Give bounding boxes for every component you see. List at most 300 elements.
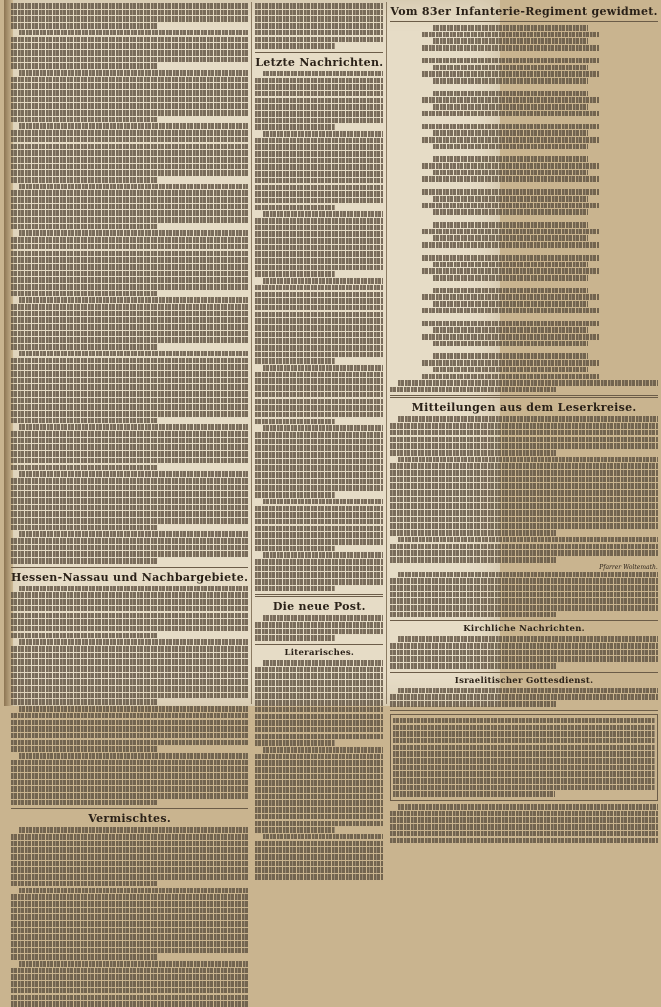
text-line — [11, 908, 248, 914]
text-line — [433, 78, 588, 84]
text-line — [390, 831, 657, 837]
text-line — [393, 731, 654, 737]
text-line — [390, 663, 556, 669]
text-line — [255, 118, 383, 124]
text-line — [19, 827, 248, 833]
text-line — [255, 861, 383, 867]
text-line — [11, 50, 248, 56]
text-line — [11, 646, 248, 652]
text-line — [255, 506, 383, 512]
text-line — [11, 766, 248, 772]
text-line — [255, 3, 383, 9]
text-line — [433, 156, 588, 162]
text-line — [433, 65, 588, 71]
text-line — [433, 104, 588, 110]
text-line — [11, 525, 158, 531]
text-line — [19, 531, 248, 537]
text-line — [433, 91, 588, 97]
text-line — [11, 834, 248, 840]
text-line — [390, 643, 657, 649]
text-line — [422, 321, 598, 327]
heading-israelitischer-gottesdienst: Israelitischer Gottesdienst. — [454, 675, 594, 686]
text-line — [19, 961, 248, 967]
text-line — [263, 131, 383, 137]
text-line — [255, 332, 383, 338]
heading-letzte-nachrichten: Letzte Nachrichten. — [255, 55, 384, 69]
text-line — [255, 312, 383, 318]
text-line — [390, 824, 657, 830]
text-line — [255, 218, 383, 224]
text-line — [11, 451, 248, 457]
text-line — [11, 726, 248, 732]
text-line — [11, 505, 248, 511]
text-line — [11, 592, 248, 598]
text-line — [255, 472, 383, 478]
text-line — [255, 191, 383, 197]
text-line — [393, 765, 654, 771]
text-line — [11, 83, 248, 89]
text-line — [11, 344, 158, 350]
text-line — [398, 572, 657, 578]
text-line — [255, 687, 383, 693]
text-line — [255, 559, 383, 565]
text-line — [19, 471, 248, 477]
text-line — [433, 262, 588, 268]
heading-vermischtes: Vermischtes. — [88, 812, 171, 826]
text-line — [11, 673, 248, 679]
text-line — [11, 371, 248, 377]
newspaper-page — [4, 0, 658, 826]
text-line — [255, 251, 383, 257]
text-line — [422, 137, 598, 143]
text-line — [433, 222, 588, 228]
text-line — [255, 821, 383, 827]
text-line — [11, 16, 248, 22]
text-line — [255, 231, 383, 237]
text-line — [255, 178, 383, 184]
text-line — [11, 378, 248, 384]
text-line — [255, 30, 383, 36]
text-line — [422, 97, 598, 103]
text-line — [263, 747, 383, 753]
text-line — [11, 337, 248, 343]
text-line — [422, 334, 598, 340]
text-line — [11, 224, 158, 230]
text-line — [398, 537, 657, 543]
text-line — [255, 338, 383, 344]
text-line — [390, 838, 657, 844]
text-line — [11, 10, 248, 16]
text-line — [255, 345, 383, 351]
text-line — [255, 151, 383, 157]
text-line — [393, 725, 654, 731]
text-line — [11, 633, 158, 639]
text-line — [390, 443, 657, 449]
text-line — [422, 176, 598, 182]
text-line — [11, 786, 248, 792]
text-line — [263, 365, 383, 371]
text-line — [11, 558, 158, 564]
text-line — [255, 767, 383, 773]
text-line — [11, 679, 248, 685]
text-line — [255, 566, 383, 572]
text-line — [393, 785, 654, 791]
text-line — [393, 751, 654, 757]
text-line — [255, 512, 383, 518]
text-line — [255, 432, 383, 438]
text-line — [11, 599, 248, 605]
text-line — [255, 539, 383, 545]
text-line — [390, 605, 657, 611]
text-line — [433, 327, 588, 333]
text-line — [255, 800, 383, 806]
text-line — [11, 144, 248, 150]
text-line — [398, 804, 657, 810]
heading-83er-regiment: Vom 83er Infanterie-Regiment gewidmet. — [390, 5, 658, 18]
text-line — [255, 43, 334, 49]
text-line — [433, 209, 588, 215]
text-line — [255, 459, 383, 465]
text-line — [255, 740, 334, 746]
text-line — [11, 204, 248, 210]
text-line — [422, 360, 598, 366]
text-line — [255, 285, 383, 291]
text-line — [11, 398, 248, 404]
text-line — [255, 144, 383, 150]
text-line — [422, 71, 598, 77]
text-line — [255, 532, 383, 538]
text-line — [255, 271, 334, 277]
text-line — [433, 25, 588, 31]
heading-mitteilungen-leserkreise: Mitteilungen aus dem Leserkreise. — [411, 401, 637, 415]
text-line — [390, 387, 556, 393]
text-line — [422, 294, 598, 300]
text-line — [390, 557, 556, 563]
text-line — [390, 817, 657, 823]
heading-literarisches: Literarisches. — [284, 648, 355, 658]
text-line — [255, 138, 383, 144]
text-line — [11, 418, 158, 424]
text-line — [19, 639, 248, 645]
text-line — [11, 914, 248, 920]
text-line — [11, 485, 248, 491]
text-line — [11, 63, 158, 69]
text-line — [11, 237, 248, 243]
text-line — [11, 244, 248, 250]
text-line — [11, 170, 248, 176]
text-line — [422, 374, 598, 380]
text-line — [433, 301, 588, 307]
text-line — [11, 518, 248, 524]
text-line — [11, 619, 248, 625]
text-line — [255, 579, 383, 585]
column-2 — [252, 2, 387, 704]
heading-kirchliche-nachrichten: Kirchliche Nachrichten. — [463, 624, 585, 635]
text-line — [11, 921, 248, 927]
text-line — [255, 98, 383, 104]
text-line — [11, 720, 248, 726]
text-line — [255, 667, 383, 673]
text-line — [255, 479, 383, 485]
text-line — [11, 934, 248, 940]
text-line — [255, 198, 383, 204]
text-line — [11, 284, 248, 290]
text-line — [11, 733, 248, 739]
text-line — [255, 419, 334, 425]
text-line — [390, 592, 657, 598]
text-line — [255, 352, 383, 358]
text-line — [422, 229, 598, 235]
text-line — [390, 463, 657, 469]
text-line — [255, 727, 383, 733]
text-line — [390, 701, 556, 707]
text-line — [255, 526, 383, 532]
text-line — [390, 510, 657, 516]
text-line — [398, 457, 657, 463]
text-line — [263, 425, 383, 431]
text-line — [255, 405, 383, 411]
text-line — [11, 941, 248, 947]
text-line — [255, 847, 383, 853]
text-line — [255, 318, 383, 324]
text-line — [11, 465, 158, 471]
text-line — [433, 170, 588, 176]
text-line — [11, 551, 248, 557]
text-line — [255, 158, 383, 164]
text-line — [11, 97, 248, 103]
text-line — [433, 353, 588, 359]
text-line — [11, 981, 248, 987]
text-line — [255, 385, 383, 391]
text-line — [11, 491, 248, 497]
text-line — [11, 130, 248, 136]
text-line — [11, 713, 248, 719]
text-line — [11, 968, 248, 974]
text-line — [255, 787, 383, 793]
text-line — [255, 258, 383, 264]
text-line — [11, 928, 248, 934]
text-line — [255, 358, 334, 364]
text-line — [11, 901, 248, 907]
text-line — [255, 412, 383, 418]
text-line — [390, 423, 657, 429]
text-line — [255, 325, 383, 331]
text-line — [255, 867, 383, 873]
text-line — [11, 760, 248, 766]
text-line — [263, 660, 383, 666]
text-line — [11, 190, 248, 196]
text-line — [19, 706, 248, 712]
text-line — [255, 225, 383, 231]
text-line — [11, 391, 248, 397]
text-line — [393, 745, 654, 751]
text-line — [11, 659, 248, 665]
text-line — [11, 613, 248, 619]
text-line — [255, 485, 383, 491]
text-line — [433, 288, 588, 294]
text-line — [255, 91, 383, 97]
text-line — [11, 150, 248, 156]
text-line — [11, 800, 158, 806]
text-line — [433, 38, 588, 44]
text-line — [11, 1001, 248, 1007]
text-line — [19, 230, 248, 236]
text-line — [11, 431, 248, 437]
text-line — [11, 498, 248, 504]
text-line — [390, 430, 657, 436]
text-line — [422, 242, 598, 248]
text-line — [255, 841, 383, 847]
text-line — [11, 653, 248, 659]
text-line — [255, 720, 383, 726]
text-line — [255, 874, 383, 880]
text-line — [19, 184, 248, 190]
text-line — [422, 58, 598, 64]
text-line — [11, 291, 158, 297]
text-line — [393, 791, 555, 797]
text-line — [11, 210, 248, 216]
text-line — [255, 298, 383, 304]
text-line — [255, 827, 334, 833]
text-line — [255, 37, 383, 43]
text-line — [263, 834, 383, 840]
text-line — [11, 954, 158, 960]
text-line — [11, 746, 158, 752]
text-line — [19, 888, 248, 894]
text-line — [255, 707, 383, 713]
text-line — [255, 292, 383, 298]
text-line — [255, 10, 383, 16]
text-line — [11, 57, 248, 63]
newspaper-columns — [8, 2, 658, 826]
text-line — [433, 235, 588, 241]
text-line — [390, 523, 657, 529]
text-line — [433, 196, 588, 202]
text-line — [255, 185, 383, 191]
text-line — [390, 490, 657, 496]
text-line — [398, 416, 657, 422]
text-line — [422, 189, 598, 195]
text-line — [390, 694, 657, 700]
text-line — [11, 995, 248, 1001]
text-line — [255, 372, 383, 378]
text-line — [255, 774, 383, 780]
text-line — [390, 530, 556, 536]
text-line — [255, 265, 383, 271]
text-line — [255, 635, 334, 641]
text-line — [390, 650, 657, 656]
text-line — [11, 217, 248, 223]
text-line — [393, 738, 654, 744]
text-line — [255, 245, 383, 251]
text-line — [255, 439, 383, 445]
text-line — [11, 197, 248, 203]
text-line — [255, 84, 383, 90]
text-line — [422, 308, 598, 314]
text-line — [11, 90, 248, 96]
text-line — [255, 780, 383, 786]
text-line — [255, 111, 383, 117]
text-line — [390, 477, 657, 483]
text-line — [255, 854, 383, 860]
text-line — [255, 104, 383, 110]
text-line — [11, 411, 248, 417]
text-line — [422, 203, 598, 209]
column-1 — [8, 2, 252, 826]
text-line — [11, 948, 248, 954]
text-line — [11, 358, 248, 364]
text-line — [11, 773, 248, 779]
text-line — [11, 264, 248, 270]
text-line — [393, 771, 654, 777]
text-line — [11, 693, 248, 699]
text-line — [433, 275, 588, 281]
text-line — [393, 718, 654, 724]
text-line — [11, 740, 248, 746]
text-line — [255, 622, 383, 628]
text-line — [11, 538, 248, 544]
text-line — [11, 988, 248, 994]
text-line — [11, 77, 248, 83]
text-line — [263, 615, 383, 621]
text-line — [11, 478, 248, 484]
text-line — [11, 847, 248, 853]
text-line — [390, 578, 657, 584]
text-line — [19, 753, 248, 759]
text-line — [11, 626, 248, 632]
text-line — [263, 71, 383, 77]
text-line — [11, 271, 248, 277]
text-line — [390, 450, 556, 456]
signature-pfarrer: Pfarrer Woltemath. — [599, 563, 658, 571]
text-line — [390, 811, 657, 817]
text-line — [433, 341, 588, 347]
text-line — [255, 452, 383, 458]
text-line — [255, 164, 383, 170]
text-line — [255, 465, 383, 471]
text-line — [255, 171, 383, 177]
text-line — [398, 636, 657, 642]
text-line — [11, 974, 248, 980]
text-line — [255, 693, 383, 699]
text-line — [11, 384, 248, 390]
text-line — [263, 552, 383, 558]
text-line — [19, 586, 248, 592]
text-line — [11, 251, 248, 257]
text-line — [11, 438, 248, 444]
text-line — [11, 444, 248, 450]
text-line — [255, 714, 383, 720]
text-line — [19, 30, 248, 36]
text-line — [422, 45, 598, 51]
text-line — [390, 470, 657, 476]
text-line — [255, 546, 334, 552]
text-line — [422, 255, 598, 261]
text-line — [255, 586, 334, 592]
text-line — [11, 3, 248, 9]
text-line — [11, 686, 248, 692]
text-line — [263, 278, 383, 284]
text-line — [255, 754, 383, 760]
text-line — [11, 545, 248, 551]
text-line — [390, 544, 657, 550]
text-line — [11, 277, 248, 283]
text-line — [11, 110, 248, 116]
text-line — [390, 483, 657, 489]
text-line — [390, 585, 657, 591]
text-line — [422, 32, 598, 38]
text-line — [255, 205, 334, 211]
